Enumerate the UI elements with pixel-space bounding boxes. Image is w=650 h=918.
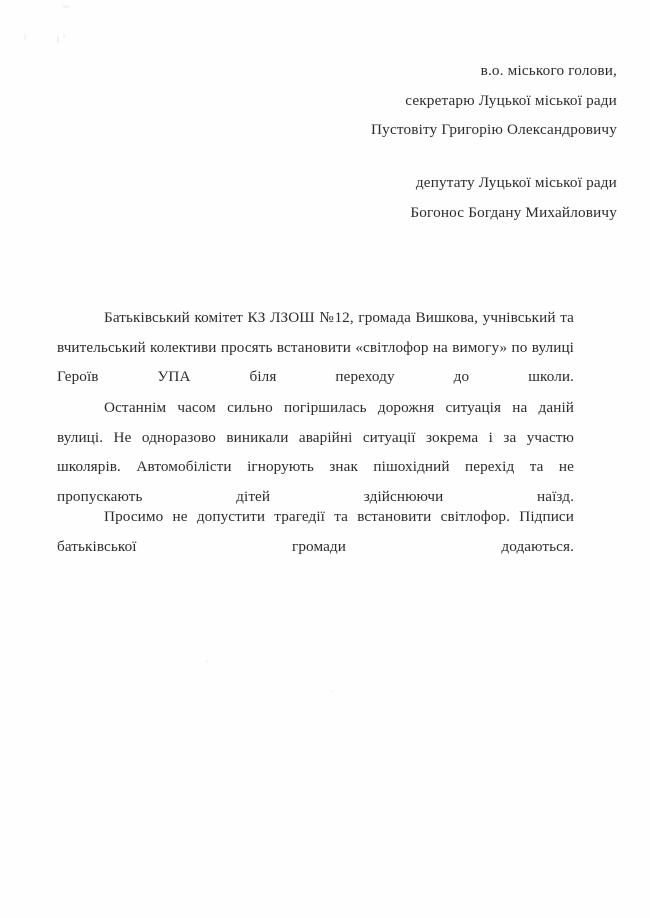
body-paragraph: Батьківський комітет КЗ ЛЗОШ №12, громада Вишкова, учнівський та вчительський колективи просять встановити «світлофор на вимогу» по вулиці Героїв УПА біля переходу до школи. [57,309,574,386]
scan-speck-icon [57,36,59,43]
addressee-line: секретарю Луцької міської ради [405,91,617,109]
scan-speck-icon [205,660,208,663]
body-paragraph: Останнім часом сильно погіршилась дорожня ситуація на даній вулиці. Не одноразово виникали аварійні ситуації зокрема і за участю школярів. Автомобілісти ігнорують знак пішохідний перехід та не пропускають дітей здійснюючи наїзд. [57,399,574,506]
body-paragraph: Просимо не допустити трагедії та встановити світлофор. Підписи батьківської громади додаються. [57,508,574,555]
scan-speck-icon [330,690,333,693]
addressee-line: в.о. міського голови, [480,62,617,79]
addressee-line: депутату Луцької міської ради [415,174,617,191]
addressee-block-primary [97,56,617,145]
addressee-line: Пустовіту Григорію Олександровичу [371,121,617,139]
scan-speck-icon [24,35,26,40]
scan-speck-icon [63,34,65,38]
scan-speck-icon [62,5,70,8]
addressee-line: Богонос Богдану Михайловичу [410,203,617,221]
body-paragraph-container [57,502,574,591]
addressee-block-secondary [97,168,617,227]
